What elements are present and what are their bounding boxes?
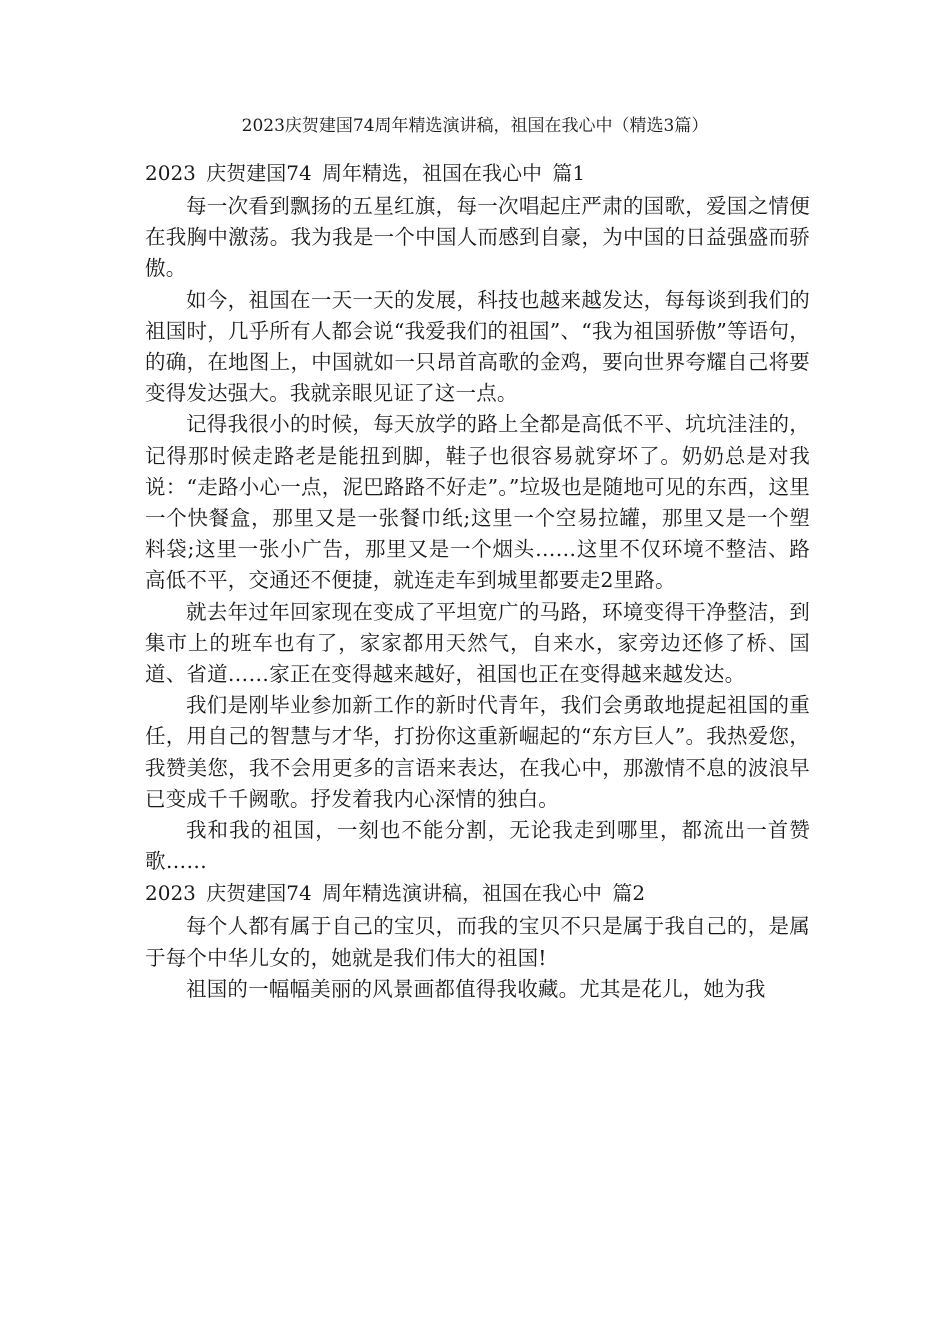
paragraph: 我和我的祖国，一刻也不能分割，无论我走到哪里，都流出一首赞歌…… (145, 818, 810, 874)
section-heading: 2023 庆贺建国74 周年精选，祖国在我心中 篇1 (145, 161, 586, 185)
document-title: 2023庆贺建国74周年精选演讲稿，祖国在我心中（精选3篇） (241, 116, 709, 136)
section-1 (145, 157, 810, 877)
document-body (145, 157, 810, 1005)
section-2 (145, 877, 810, 1005)
paragraph: 祖国的一幅幅美丽的风景画都值得我收藏。尤其是花儿，她为我 (186, 976, 766, 1001)
paragraph: 记得我很小的时候，每天放学的路上全都是高低不平、坑坑洼洼的，记得那时候走路老是能扭到脚，鞋子也很容易就穿坏了。奶奶总是对我说：“走路小心一点，泥巴路路不好走”。”垃圾也是随地可见的东西，这里一个快餐盒，那里又是一张餐巾纸;这里一个空易拉罐，那里又是一个塑料袋;这里一张小广告，那里又是一个烟头……这里不仅环境不整洁、路高低不平，交通还不便捷，就连走车到城里都要走2里路。 (145, 412, 810, 593)
paragraph: 每个人都有属于自己的宝贝，而我的宝贝不只是属于我自己的，是属于每个中华儿女的，她就是我们伟大的祖国! (145, 914, 810, 970)
paragraph: 就去年过年回家现在变成了平坦宽广的马路，环境变得干净整洁，到集市上的班车也有了，家家都用天然气，自来水，家旁边还修了桥、国道、省道……家正在变得越来越好，祖国也正在变得越来越发达。 (145, 599, 810, 687)
section-heading: 2023 庆贺建国74 周年精选演讲稿，祖国在我心中 篇2 (145, 881, 646, 906)
paragraph: 每一次看到飘扬的五星红旗，每一次唱起庄严肃的国歌，爱国之情便在我胸中激荡。我为我是一个中国人而感到自豪，为中国的日益强盛而骄傲。 (145, 194, 810, 281)
paragraph: 如今，祖国在一天一天的发展，科技也越来越发达，每每谈到我们的祖国时，几乎所有人都会说“我爱我们的祖国”、“我为祖国骄傲”等语句，的确，在地图上，中国就如一只昂首高歌的金鸡，要向世界夸耀自己将要变得发达强大。我就亲眼见证了这一点。 (145, 287, 810, 406)
paragraph: 我们是刚毕业参加新工作的新时代青年，我们会勇敢地提起祖国的重任，用自己的智慧与才华，打扮你这重新崛起的“东方巨人”。我热爱您，我赞美您，我不会用更多的言语来表达，在我心中，那激情不息的波浪早已变成千千阙歌。抒发着我内心深情的独白。 (145, 693, 810, 811)
